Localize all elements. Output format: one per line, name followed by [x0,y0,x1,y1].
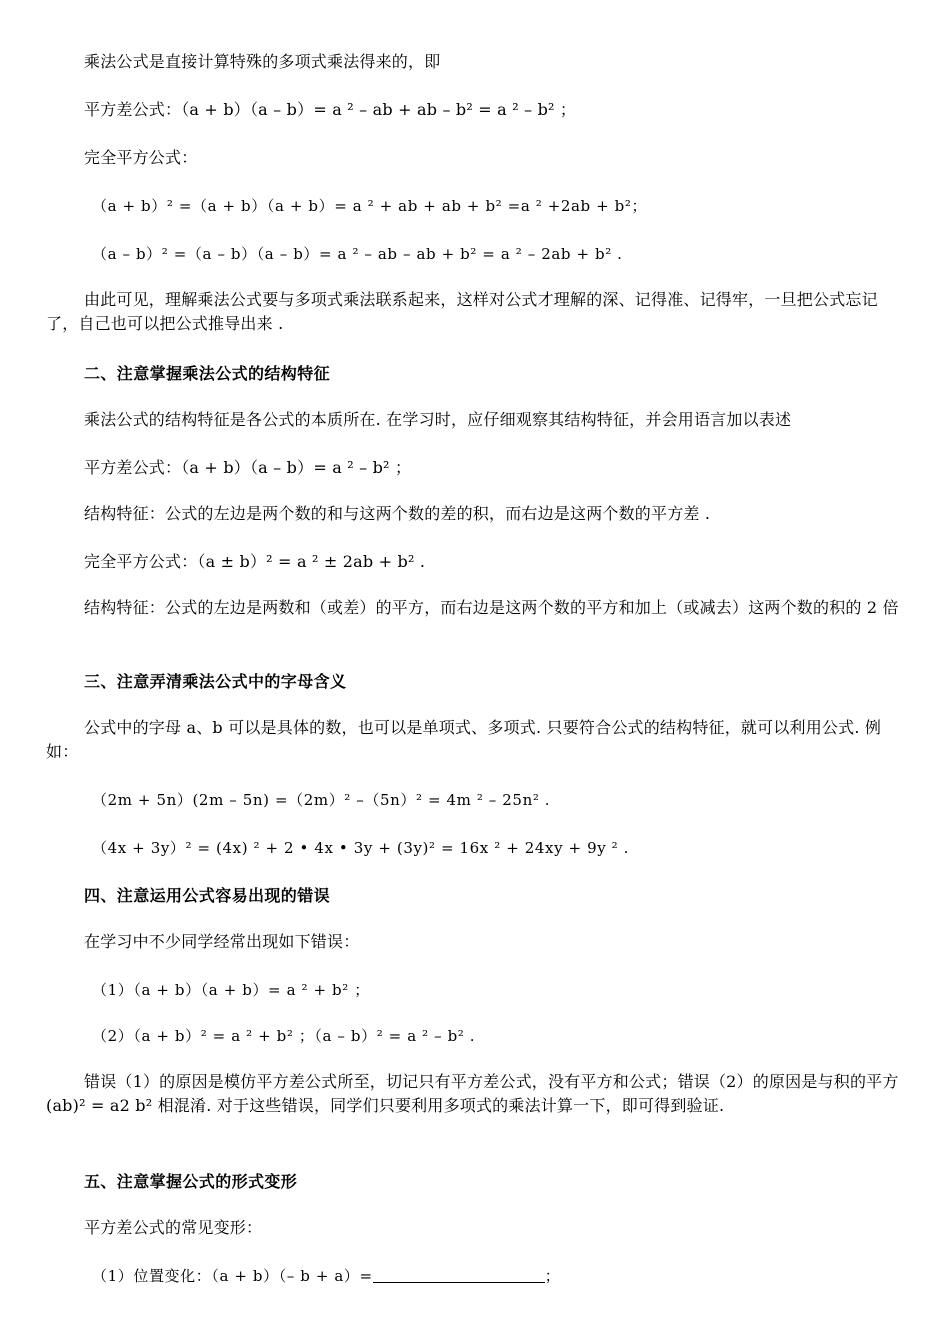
paragraph-error-explanation: 错误（1）的原因是模仿平方差公式所至，切记只有平方差公式，没有平方和公式；错误（2）的原因是与积的平方 (ab)² = a2 b² 相混淆. 对于这些错误，同学们只要利用多项式的乘法计算一下，即可得到验证. [46,1072,899,1115]
formula-square-of-sum: （a + b）² =（a + b）（a + b）= a ² + ab + ab + b² =a ² +2ab + b²； [92,197,648,215]
section-heading-4: 四、注意运用公式容易出现的错误 [84,886,331,905]
paragraph-intro: 乘法公式是直接计算特殊的多项式乘法得来的，即 [84,52,441,71]
variation-exercise-1 [92,1264,950,1288]
formula-difference-of-squares: 平方差公式：（a + b）（a – b）= a ² – b² ； [84,458,412,477]
formula-difference-of-squares-derivation: 平方差公式：（a + b）（a – b）= a ² – ab + ab – b² = a ² – b² ； [84,100,577,119]
formula-square-of-difference: （a – b）² =（a – b）（a – b）= a ² – ab – ab + b² = a ² – 2ab + b² . [92,245,623,263]
paragraph-letter-meaning: 公式中的字母 a、b 可以是具体的数，也可以是单项式、多项式. 只要符合公式的结构特征，就可以利用公式. 例如： [46,718,882,761]
paragraph-variations: 平方差公式的常见变形： [84,1218,263,1237]
example-formula-2: （4x + 3y）² = (4x) ² + 2 • 4x • 3y + (3y)² = 16x ² + 24xy + 9y ² . [92,839,630,857]
answer-blank [373,1266,545,1283]
error-example-2: （2）（a + b）² = a ² + b² ；（a – b）² = a ² – b² . [92,1027,476,1045]
paragraph-structure-feature-1: 结构特征：公式的左边是两个数的和与这两个数的差的积，而右边是这两个数的平方差 . [84,504,711,523]
paragraph-structure: 乘法公式的结构特征是各公式的本质所在. 在学习时，应仔细观察其结构特征，并会用语言加以表述 [84,410,792,429]
paragraph-common-errors: 在学习中不少同学经常出现如下错误： [84,932,360,951]
section-heading-5: 五、注意掌握公式的形式变形 [84,1172,298,1191]
paragraph-conclusion: 由此可见，理解乘法公式要与多项式乘法联系起来，这样对公式才理解的深、记得准、记得牢，一旦把公式忘记了，自己也可以把公式推导出来 . [46,290,878,333]
paragraph-structure-feature-2: 结构特征：公式的左边是两数和（或差）的平方，而右边是这两个数的平方和加上（或减去）这两个数的积的 2 倍 [84,598,899,617]
example-formula-1: （2m + 5n）(2m – 5n) =（2m）² –（5n）² = 4m ² – 25n² . [92,791,551,809]
error-example-1: （1）（a + b）（a + b）= a ² + b² ； [92,981,370,999]
formula-perfect-square: 完全平方公式：（a ± b）² = a ² ± 2ab + b² . [84,552,426,571]
section-heading-3: 三、注意弄清乘法公式中的字母含义 [84,672,347,691]
section-heading-2: 二、注意掌握乘法公式的结构特征 [84,364,331,383]
variation-exercise-text: （1）位置变化：（a + b）（– b + a）= [92,1267,373,1285]
label-perfect-square: 完全平方公式： [84,148,198,167]
variation-exercise-end: ； [544,1267,561,1285]
